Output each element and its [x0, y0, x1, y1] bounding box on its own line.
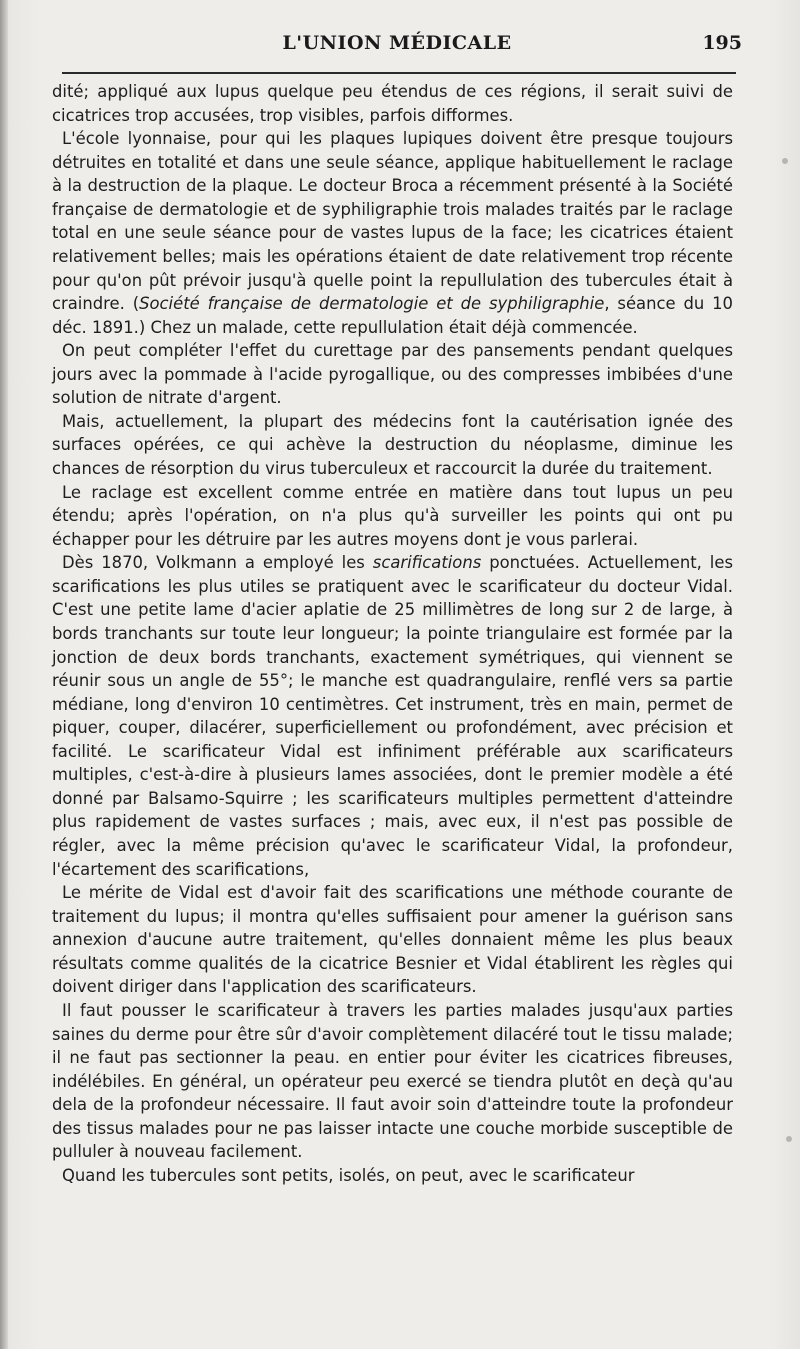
running-title: L'UNION MÉDICALE [282, 32, 512, 54]
header-rule [62, 72, 736, 74]
speck-mark [786, 1136, 792, 1142]
text-run: dité; appliqué aux lupus quelque peu étendus de ces régions, il serait suivi de cicatrices trop accusées, trop visibles, parfois difformes. [52, 82, 733, 125]
paragraph [52, 999, 733, 1164]
speck-mark [782, 158, 788, 164]
article-body [52, 80, 733, 1187]
text-run: L'école lyonnaise, pour qui les plaques lupiques doivent être presque toujours détruites en totalité et dans une seule séance, applique habituellement le raclage à la destruction de la plaque. Le docteur Broca a récemment présenté à la Société française de dermatologie et de syphiligraphie trois malades traités par le raclage total en une seule séance pour de vastes lupus de la face; les cicatrices étaient relativement belles; mais les opérations étaient de date relativement trop récente pour qu'on pût prévoir jusqu'à quelle point la repullulation des tubercules était à craindre. ( [52, 129, 733, 314]
text-run: Le mérite de Vidal est d'avoir fait des scarifications une méthode courante de traitement du lupus; il montra qu'elles suffisaient pour amener la guérison sans annexion d'aucune autre traitement, qu'elles donnaient même les plus beaux résultats comme qualités de la cicatrice Besnier et Vidal établirent les règles qui doivent diriger dans l'application des scarificateurs. [52, 883, 733, 997]
paragraph [52, 339, 733, 410]
paragraph [52, 1164, 733, 1188]
binding-shadow [0, 0, 8, 1349]
text-run: On peut compléter l'effet du curettage par des pansements pendant quelques jours avec la pommade à l'acide pyrogallique, ou des compresses imbibées d'une solution de nitrate d'argent. [52, 341, 733, 408]
paragraph [52, 410, 733, 481]
text-run: , séance du 10 déc. 1891.) Chez un malade, cette repullulation était déjà commencée. [52, 294, 733, 337]
italic-text: scarifications [372, 553, 482, 573]
paragraph [52, 481, 733, 552]
page-number: 195 [702, 32, 742, 54]
text-run: Dès 1870, Volkmann a employé les [62, 553, 373, 573]
text-run: Il faut pousser le scarificateur à travers les parties malades jusqu'aux parties saines du derme pour être sûr d'avoir complètement dilacéré tout le tissu malade; il ne faut pas sectionner la peau. en entier pour éviter les cicatrices fibreuses, indélébiles. En général, un opérateur peu exercé se tiendra plutôt en deçà qu'au dela de la profondeur nécessaire. Il faut avoir soin d'atteindre toute la profondeur des tissus malades pour ne pas laisser intacte une couche morbide susceptible de pulluler à nouveau facilement. [52, 1000, 733, 1162]
page-header [52, 32, 742, 62]
paragraph [52, 127, 733, 339]
paragraph [52, 80, 733, 127]
text-run: Le raclage est excellent comme entrée en matière dans tout lupus un peu étendu; après l'opération, on n'a plus qu'à surveiller les points qui ont pu échapper pour les détruire par les autres moyens dont je vous parlerai. [52, 482, 733, 549]
paragraph [52, 881, 733, 999]
paragraph [52, 551, 733, 881]
text-run: Quand les tubercules sont petits, isolés, on peut, avec le scarificateur [62, 1165, 635, 1185]
italic-text: Société française de dermatologie et de syphiligraphie [139, 294, 605, 314]
text-run: Mais, actuellement, la plupart des médecins font la cautérisation ignée des surfaces opérées, ce qui achève la destruction du néoplasme, diminue les chances de résorption du virus tuberculeux et raccourcit la durée du traitement. [52, 411, 733, 478]
text-run: ponctuées. Actuellement, les scarifications les plus utiles se pratiquent avec le scarificateur du docteur Vidal. C'est une petite lame d'acier aplatie de 25 millimètres de long sur 2 de large, à bords tranchants sur toute leur longueur; la pointe triangulaire est formée par la jonction de deux bords tranchants, exactement symétriques, qui viennent se réunir sous un angle de 55°; le manche est quadrangulaire, renflé vers sa partie médiane, long d'environ 10 centimètres. Cet instrument, très en main, permet de piquer, couper, dilacérer, superficiellement ou profondément, avec précision et facilité. Le scarificateur Vidal est infiniment préférable aux scarificateurs multiples, c'est-à-dire à plusieurs lames associées, dont le premier modèle a été donné par Balsamo-Squirre ; les scarificateurs multiples permettent d'atteindre plus rapidement de vastes surfaces ; mais, avec eux, il n'est pas possible de régler, avec la même précision qu'avec le scarificateur Vidal, la profondeur, l'écartement des scarifications, [52, 553, 733, 879]
